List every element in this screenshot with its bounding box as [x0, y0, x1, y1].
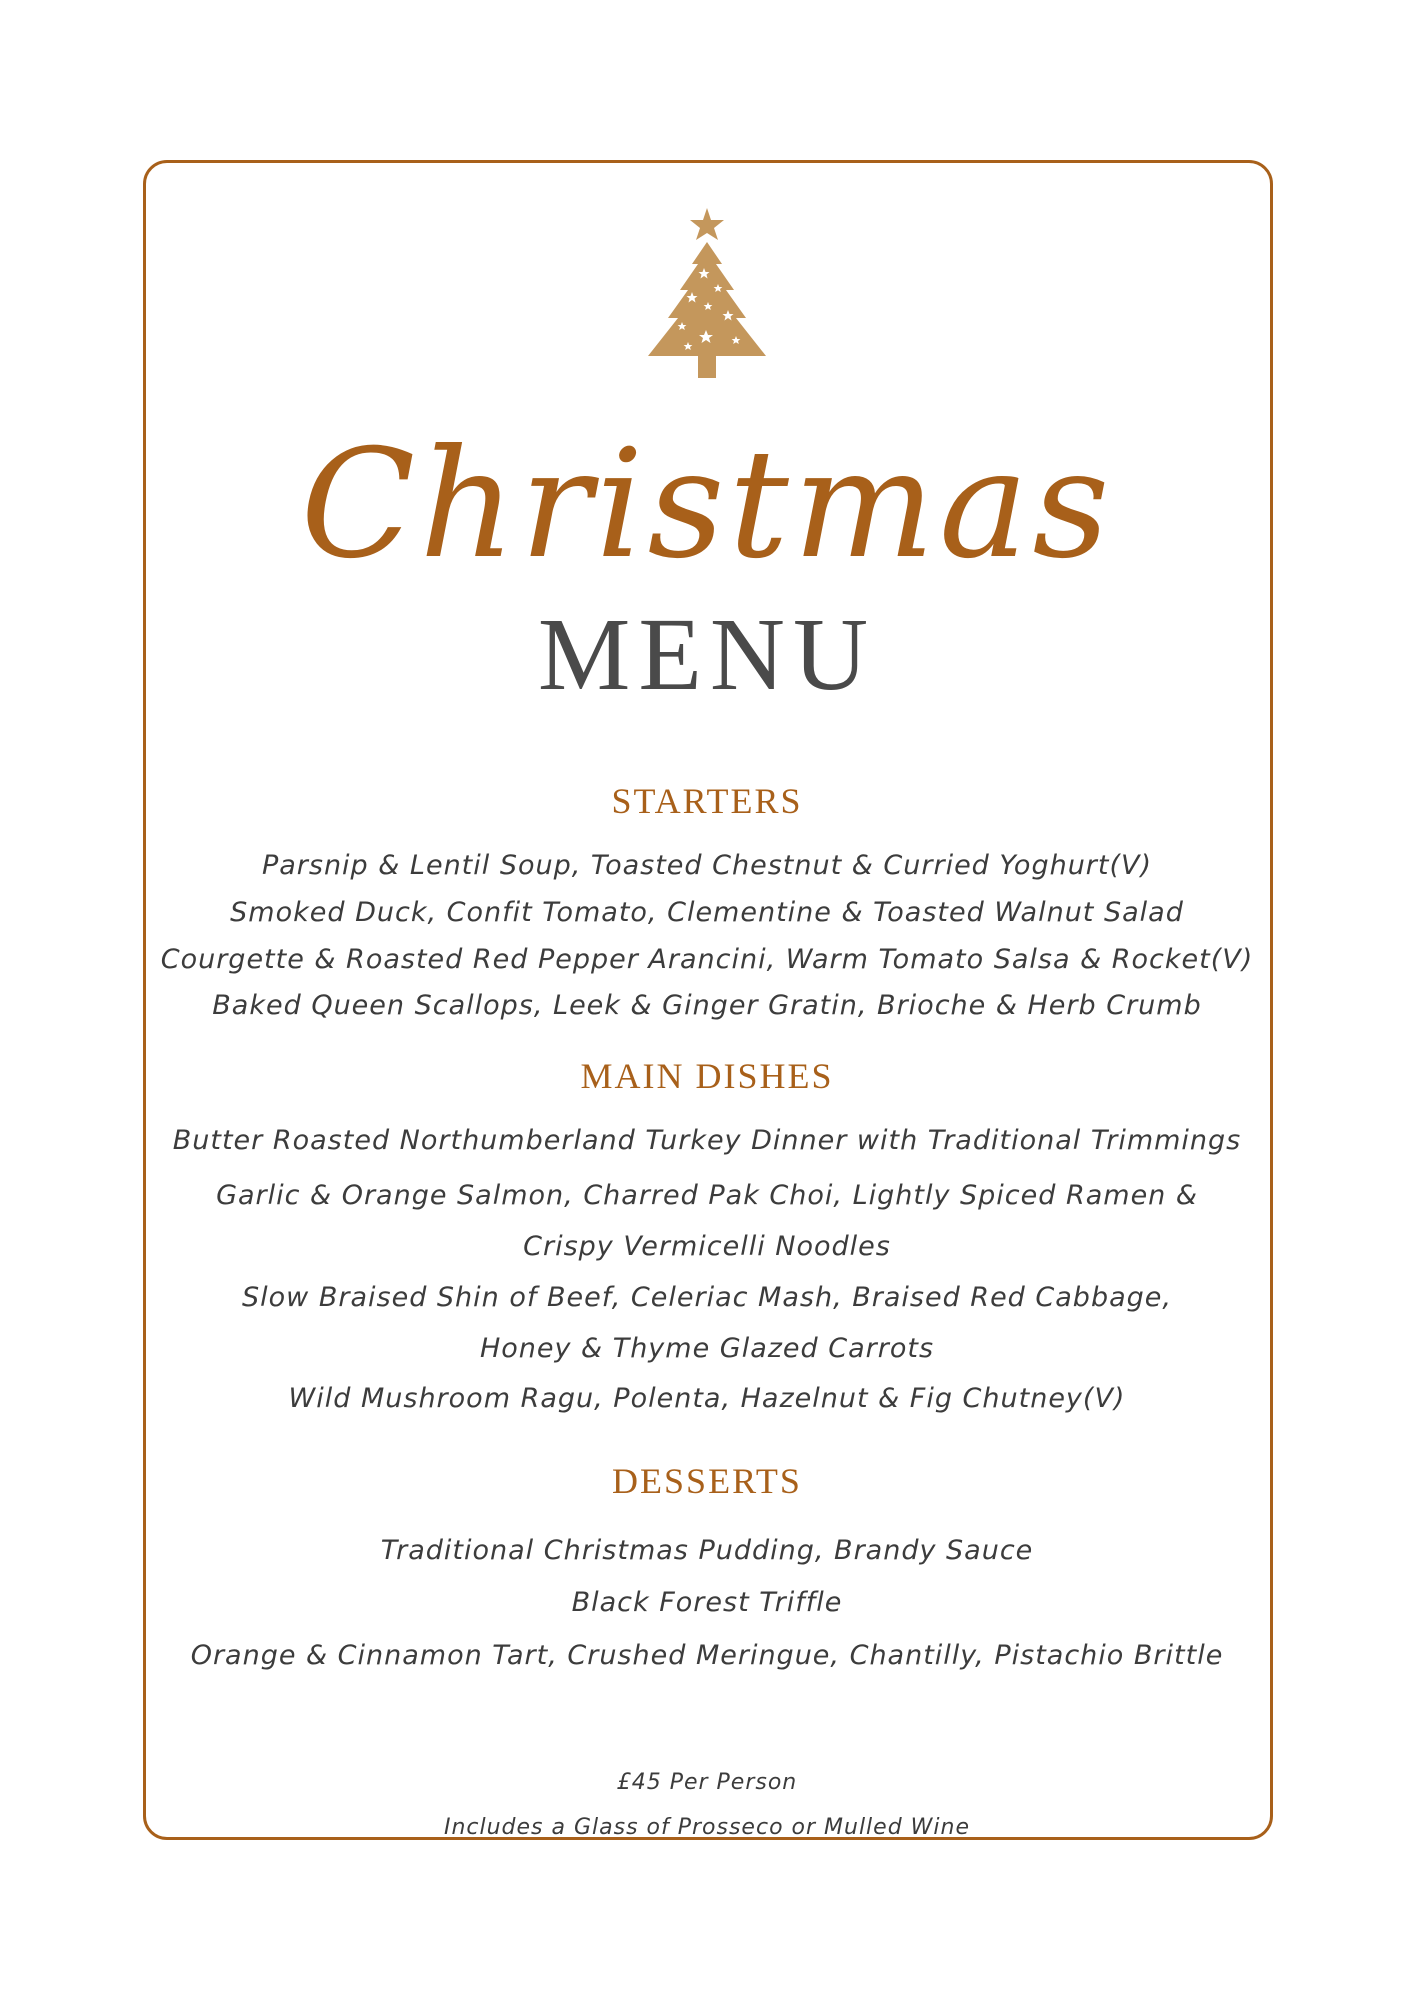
- menu-item: Honey & Thyme Glazed Carrots: [479, 1333, 935, 1364]
- menu-item: Baked Queen Scallops, Leek & Ginger Gratin, Brioche & Herb Crumb: [212, 990, 1202, 1021]
- menu-script-title: Christmas: [300, 418, 1114, 592]
- christmas-tree-icon: [646, 206, 768, 382]
- menu-item: Orange & Cinnamon Tart, Crushed Meringue, Chantilly, Pistachio Brittle: [190, 1640, 1224, 1671]
- menu-item: Black Forest Triffle: [571, 1587, 843, 1618]
- menu-item: Garlic & Orange Salmon, Charred Pak Choi, Lightly Spiced Ramen &: [216, 1180, 1198, 1211]
- section-heading-desserts: DESSERTS: [612, 1461, 802, 1501]
- menu-item: Smoked Duck, Confit Tomato, Clementine & Toasted Walnut Salad: [230, 897, 1184, 928]
- price-note: Includes a Glass of Prosseco or Mulled Wine: [443, 1815, 971, 1840]
- section-heading-starters: STARTERS: [611, 781, 803, 821]
- menu-item: Traditional Christmas Pudding, Brandy Sauce: [380, 1535, 1034, 1566]
- menu-item: Slow Braised Shin of Beef, Celeriac Mash, Braised Red Cabbage,: [242, 1282, 1172, 1313]
- section-heading-main-dishes: MAIN DISHES: [580, 1056, 834, 1096]
- price-text: £45 Per Person: [616, 1770, 798, 1795]
- menu-title: MENU: [537, 597, 877, 712]
- menu-item: Butter Roasted Northumberland Turkey Dinner with Traditional Trimmings: [172, 1125, 1242, 1156]
- menu-item: Courgette & Roasted Red Pepper Arancini, Warm Tomato Salsa & Rocket(V): [160, 944, 1254, 975]
- menu-item: Crispy Vermicelli Noodles: [523, 1231, 891, 1262]
- menu-item: Wild Mushroom Ragu, Polenta, Hazelnut & Fig Chutney(V): [288, 1383, 1126, 1414]
- menu-item: Parsnip & Lentil Soup, Toasted Chestnut & Curried Yoghurt(V): [261, 850, 1153, 881]
